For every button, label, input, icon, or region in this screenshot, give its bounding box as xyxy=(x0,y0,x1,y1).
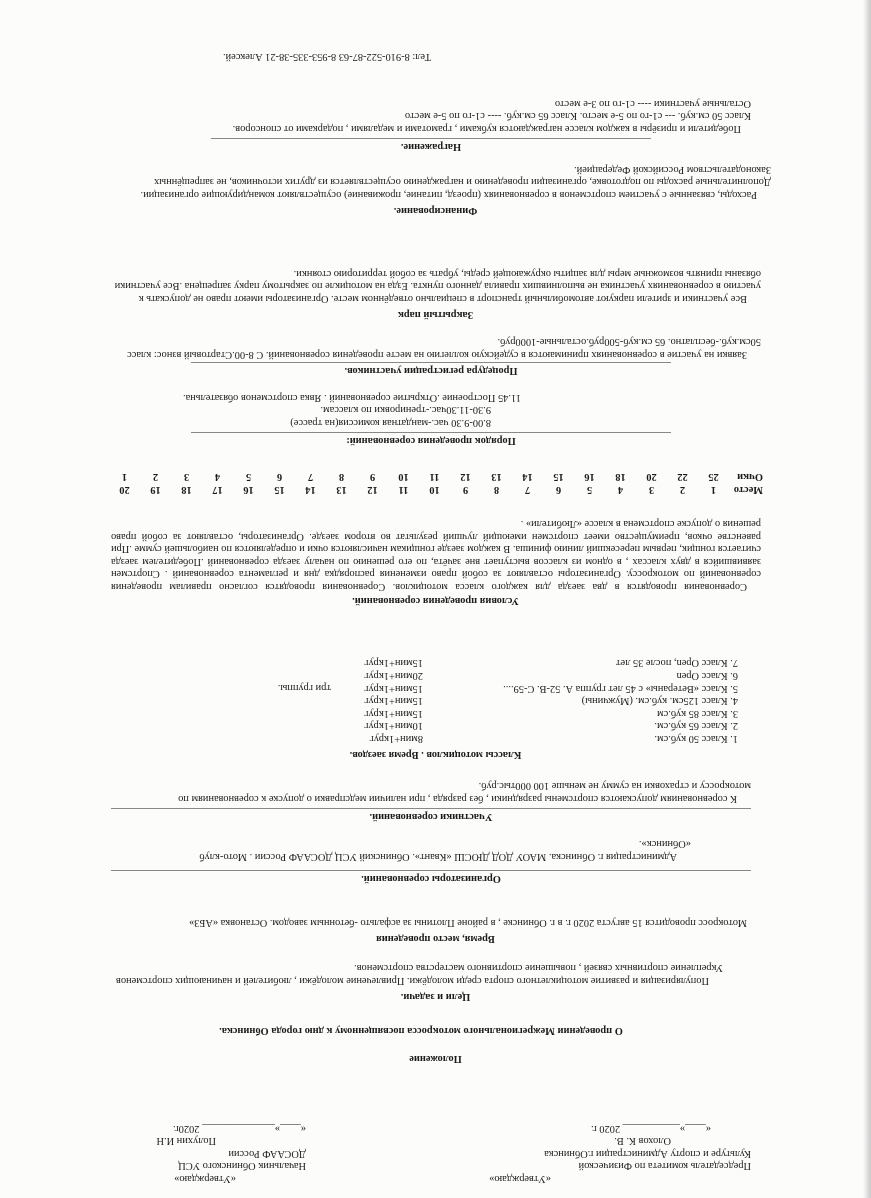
approval-right-signer: Полухин И.Н xyxy=(156,1135,216,1147)
approval-left-date: «____»___________ 2020 г. xyxy=(591,1123,711,1134)
points-cell: 9 xyxy=(369,470,376,482)
class-item: 7. Класс Open, после 35 лет xyxy=(616,657,738,669)
approval-left-signer: Олохов К. В. xyxy=(614,1135,671,1147)
place-cell: 4 xyxy=(617,483,624,495)
registration-text: Заявки на участие в соревнованиях принимаются в судейскую коллегию на месте проведения соревнований. С 8-00.Стартовый взнос: класс 50см.куб.-бесплатно. 65 см.куб-500руб.остальные-1000руб. xyxy=(127,336,761,360)
goals-text: Популяризация и развитие мотоциклетного спорта среди молодёжи. Привлечение молодёжи , любителей и начинающих спортсменов Укрепление спортивных связей , повышение спортивного мастерства спортсменов. xyxy=(116,962,723,986)
place-cell: 16 xyxy=(243,483,254,495)
class-item: 2. Класс 65 куб.см. xyxy=(654,720,738,732)
approved-stamp-right: «Утверждаю» xyxy=(174,1173,236,1184)
participants-heading: Участники соревнований. xyxy=(111,809,751,823)
place-cell: 12 xyxy=(367,483,378,495)
points-cell: 20 xyxy=(646,470,657,482)
awards-heading: Награжение. xyxy=(211,139,651,153)
contacts-line: Тел: 8-910-522-87-63 8-953-335-38-21 Алексей. xyxy=(222,51,431,62)
class-item: 4. Класс 125см. куб.см. (Мужчины) xyxy=(581,695,738,707)
class-time: 20мин+1круг xyxy=(364,670,423,682)
schedule-line: 9.30-11.30час.-тренировки по классам. xyxy=(320,404,491,416)
place-cell: 20 xyxy=(119,483,130,495)
points-cell: 13 xyxy=(491,470,502,482)
class-note: три группы. xyxy=(277,682,331,693)
class-time: 15мин+1круг xyxy=(364,695,423,707)
approval-right-date: «____»______________ 2020г. xyxy=(173,1123,306,1134)
class-item: 1. Класс 50 куб.см. xyxy=(654,733,738,744)
place-cell: 5 xyxy=(586,483,593,495)
place-cell: 17 xyxy=(212,483,223,495)
place-label: Место xyxy=(733,483,763,495)
classes-list xyxy=(408,656,738,744)
place-cell: 6 xyxy=(555,483,562,495)
place-cell: 7 xyxy=(524,483,531,495)
place-cell: 11 xyxy=(398,483,409,495)
points-cell: 5 xyxy=(245,470,252,482)
awards-list xyxy=(71,97,771,135)
awards-line: Остальные участники ---- с1-го по 3-е место xyxy=(554,98,751,109)
points-table-points-row xyxy=(109,469,763,482)
points-cell: 12 xyxy=(460,470,471,482)
class-item: 5. Класс «Ветераны» с 45 лет группа А. 52-В. С-59.... xyxy=(503,682,738,694)
points-cell: 7 xyxy=(307,470,314,482)
points-cell: 14 xyxy=(522,470,533,482)
schedule-heading: Порядок проведения соревнований: xyxy=(191,433,671,447)
points-cell: 25 xyxy=(708,470,719,482)
place-cell: 13 xyxy=(336,483,347,495)
class-time: 15мин+1круг xyxy=(364,682,423,694)
approval-right-line-1: Начальник Обнинского УСЦ xyxy=(178,1160,306,1172)
class-time: 10мин+1круг xyxy=(364,720,423,732)
approved-stamp-left: «Утверждаю» xyxy=(489,1173,551,1184)
time-place-heading: Время, место проведения xyxy=(376,933,495,944)
financing-text: Расходы, связанные с участием спортсменов в соревнованиях (проезд, питание, проживание) осуществляют командирующие организации. Дополнительные расходы по подготовке, организации проведению и награждению осуществляется из других источников, не запрещённых Законодательством Российской Федерацией. xyxy=(140,164,771,200)
place-cell: 1 xyxy=(710,483,717,495)
approval-right xyxy=(46,1122,306,1185)
approval-right-line-2: ДОСААФ России xyxy=(228,1148,306,1159)
participants-text: К соревнованиям допускаются спортсмены разрядники , без разряда , при наличии медсправки о допуске к соревнованиям по мотокроссу и страховки на сумму не меньше 100 000тыс.руб. xyxy=(178,780,751,804)
points-table-places-row xyxy=(109,482,763,495)
schedule-list xyxy=(101,391,621,429)
place-cell: 9 xyxy=(462,483,469,495)
approval-left xyxy=(431,1122,751,1185)
awards-line: Победители и призёры в каждом классе награждаются кубками , грамотами и медалями , подарками от спонсоров. xyxy=(232,123,741,134)
registration-heading: Процедура регистрации участников. xyxy=(191,363,671,377)
place-cell: 15 xyxy=(274,483,285,495)
points-cell: 18 xyxy=(615,470,626,482)
place-cell: 2 xyxy=(679,483,686,495)
schedule-line: 8.00-9.30 час.-мандатная комиссия(на трассе) xyxy=(290,417,491,428)
time-place-text: Мотокросс проводится 15 августа 2020 г. в г. Обнинске , в районе Плотины за асфальто -бетонным заводом. Остановка «АБЗ» xyxy=(189,917,747,928)
class-time: 15мин+1круг xyxy=(364,707,423,719)
points-table xyxy=(109,469,763,495)
place-cell: 3 xyxy=(648,483,655,495)
closed-park-heading: Закрытый парк xyxy=(397,309,474,320)
approval-left-line-1: Председатель комитета по Физической xyxy=(578,1160,751,1172)
points-cell: 16 xyxy=(584,470,595,482)
place-cell: 18 xyxy=(181,483,192,495)
document-subtitle: О проведении Межрегионального мотокросса посвященному к дню города Обнинска. xyxy=(219,1025,623,1036)
document-title: Положение xyxy=(409,1053,462,1064)
place-cell: 10 xyxy=(429,483,440,495)
points-cell: 8 xyxy=(338,470,345,482)
points-cell: 11 xyxy=(429,470,440,482)
points-cell: 4 xyxy=(214,470,221,482)
class-time: 15мин+1круг xyxy=(364,657,423,669)
points-cell: 10 xyxy=(398,470,409,482)
organizers-text: Администрация г. Обнинска. МАОУ ДОД ДЮСШ «Квант». Обнинский УСЦ ДОСААФ России . Мото-клуб «Обнинск». xyxy=(199,838,691,862)
financing-heading: Финансирование. xyxy=(393,205,478,216)
place-cell: 14 xyxy=(305,483,316,495)
scan-shadow-right xyxy=(863,0,871,1198)
organizers-heading: Организаторы соревнований. xyxy=(111,871,751,885)
goals-heading: Цели и задачи. xyxy=(400,991,471,1002)
place-cell: 19 xyxy=(150,483,161,495)
points-cell: 1 xyxy=(121,470,128,482)
class-item: 6. Класс Open xyxy=(676,670,738,682)
conditions-text: Соревнования проводятся в два заезда для каждого класса мотоциклов. Соревнования проводятся согласно правилам проведения соревнований по мотокроссу. Организаторы оставляют за собой право изменения распорядка дня и регламента соревнований . Спортсмен заявившийся в двух классах , в одном из классов выступает вне зачёта, по его решению по началу заезда соревнований .Победителем заезда считается гонщик, первым пересекший линию финиша. В каждом заезде гонщикам начисляются очки и определяются по наибольшей сумме .При равенстве очков, преимущество имеет спортсмен имеющий лучший результат во втором заезде. Организаторы, оставляют за собой право решения о допуске спортсмена в классе «Любители» . xyxy=(111,518,761,592)
points-cell: 15 xyxy=(553,470,564,482)
points-label: Очки xyxy=(737,470,763,482)
place-cell: 8 xyxy=(493,483,500,495)
class-time: 8мин+1круг xyxy=(369,733,423,744)
points-cell: 2 xyxy=(152,470,159,482)
closed-park-text: Все участники и зрители паркуют автомобильный транспорт в специально отведённом месте. Организаторы имеют право не допускать к участию в соревнованиях участника не выполнивших правила данного пункта. Езда на мотоцикле по закрытому парку запрещена .Все участники обязаны принять возможные меры для защиты окружающей среды, убрать за собой территорию стоянки. xyxy=(114,268,761,304)
class-times xyxy=(313,656,423,744)
points-cell: 3 xyxy=(183,470,190,482)
points-cell: 6 xyxy=(276,470,283,482)
approval-left-line-2: Культуре и спорту Администрации г.Обнинска xyxy=(544,1148,751,1159)
schedule-line: 11.45 Построение .Открытие соревнований . Явка спортсменов обязательна. xyxy=(183,392,521,403)
points-cell: 22 xyxy=(677,470,688,482)
awards-line: Класс 50 см.куб. --- с1-го по 5-е место. Класс 65 см.куб. ---- с1-го по 5-е место xyxy=(404,110,751,122)
class-item: 3. Класс 85 куб.см xyxy=(657,707,738,719)
conditions-heading: Условия проведения соревнований. xyxy=(352,595,519,606)
classes-heading: Классы мотоциклов . Время заездов. xyxy=(349,749,522,760)
